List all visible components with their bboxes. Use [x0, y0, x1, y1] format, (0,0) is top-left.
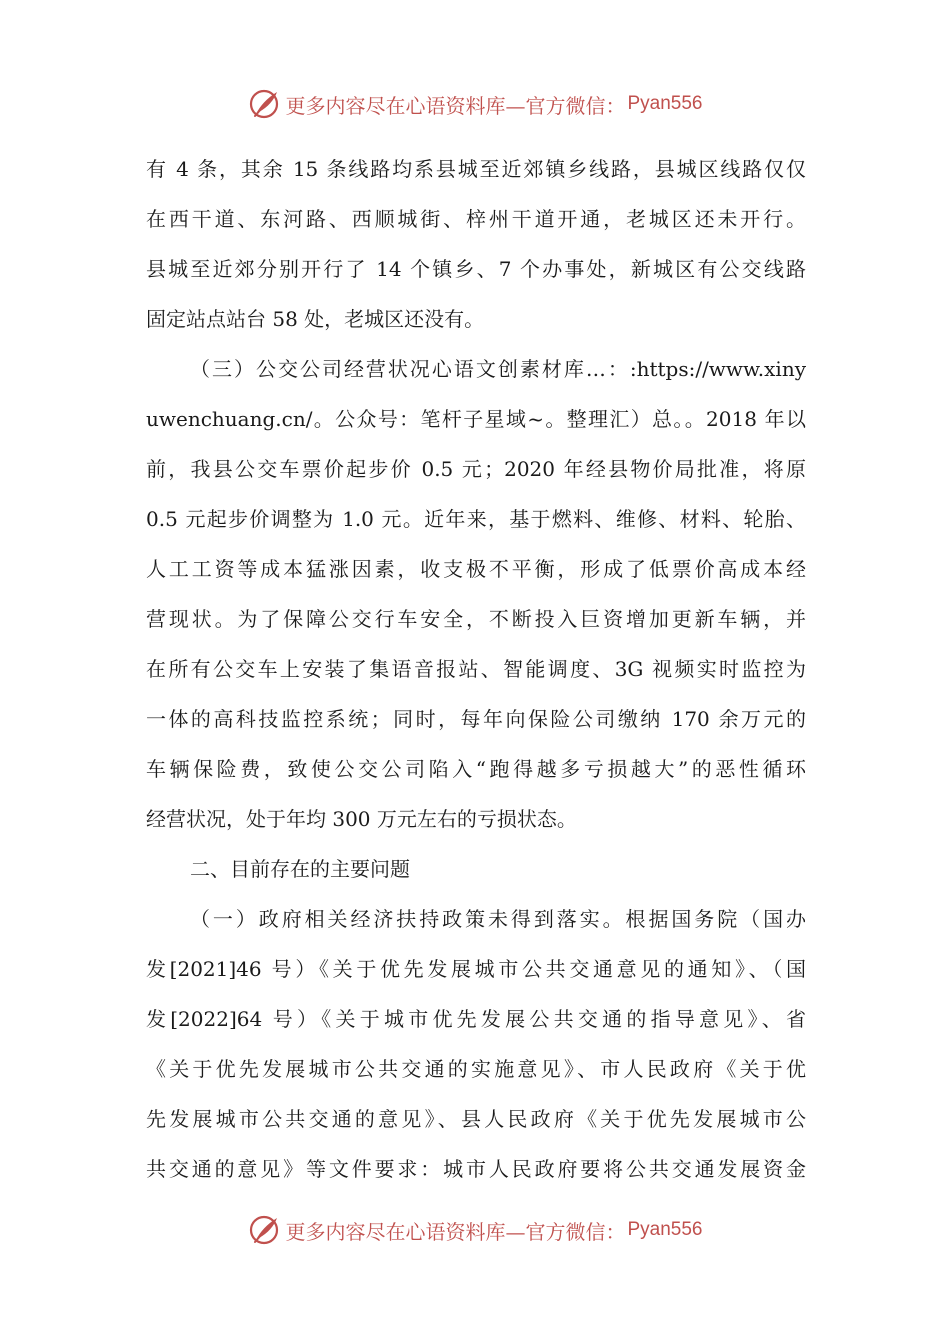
text-line: （三）公交公司经营状况心语文创素材库…：:https://www.xiny: [190, 357, 806, 381]
paragraph: [146, 144, 806, 344]
text-line: 0.5 元起步价调整为 1.0 元。近年来，基于燃料、维修、材料、轮胎、: [146, 507, 806, 531]
text-line: 先发展城市公共交通的意见》、县人民政府《关于优先发展城市公: [146, 1107, 806, 1131]
text-line: 一体的高科技监控系统；同时，每年向保险公司缴纳 170 余万元的: [146, 707, 806, 731]
feather-pen-logo-icon: [247, 1213, 281, 1247]
text-line: 在西干道、东河路、西顺城街、梓州干道开通，老城区还未开行。: [146, 207, 806, 231]
text-line: 经营状况，处于年均 300 万元左右的亏损状态。: [146, 807, 577, 831]
banner-wechat-id: Pyan556: [627, 1219, 703, 1240]
banner-wechat-id: Pyan556: [627, 93, 703, 114]
banner-text: 更多内容尽在心语资料库—官方微信：: [285, 93, 626, 118]
text-line: 《关于优先发展城市公共交通的实施意见》、市人民政府《关于优: [146, 1057, 806, 1081]
text-line: 固定站点站台 58 处，老城区还没有。: [146, 307, 485, 331]
paragraph: [146, 344, 806, 844]
paragraph: [146, 894, 806, 1194]
text-line: 营现状。为了保障公交行车安全，不断投入巨资增加更新车辆，并: [146, 607, 806, 631]
text-line: 共交通的意见》等文件要求：城市人民政府要将公共交通发展资金: [146, 1157, 806, 1181]
feather-pen-logo-icon: [247, 87, 281, 121]
text-line: 发[2021]46 号）《关于优先发展城市公共交通意见的通知》、（国: [146, 957, 806, 981]
text-line: 发[2022]64 号）《关于城市优先发展公共交通的指导意见》、省: [146, 1007, 806, 1031]
text-line: 前，我县公交车票价起步价 0.5 元；2020 年经县物价局批准，将原: [146, 457, 806, 481]
banner-text: 更多内容尽在心语资料库—官方微信：: [285, 1219, 626, 1244]
document-body: [146, 144, 806, 1194]
text-line: 县城至近郊分别开行了 14 个镇乡、7 个办事处，新城区有公交线路: [146, 257, 806, 281]
header-watermark-banner: [0, 82, 950, 126]
text-line: 车辆保险费，致使公交公司陷入“跑得越多亏损越大”的恶性循环: [146, 757, 806, 781]
text-line: 有 4 条，其余 15 条线路均系县城至近郊镇乡线路，县城区线路仅仅: [146, 157, 806, 181]
text-line: uwenchuang.cn/。公众号：笔杆子星域~。整理汇）总。。2018 年以: [146, 407, 806, 431]
text-line: 在所有公交车上安装了集语音报站、智能调度、3G 视频实时监控为: [146, 657, 806, 681]
footer-watermark-banner: [0, 1208, 950, 1252]
heading-line: 二、目前存在的主要问题: [190, 857, 410, 881]
text-line: （一）政府相关经济扶持政策未得到落实。根据国务院（国办: [190, 907, 806, 931]
text-line: 人工工资等成本猛涨因素，收支极不平衡，形成了低票价高成本经: [146, 557, 806, 581]
section-heading: [146, 844, 806, 894]
